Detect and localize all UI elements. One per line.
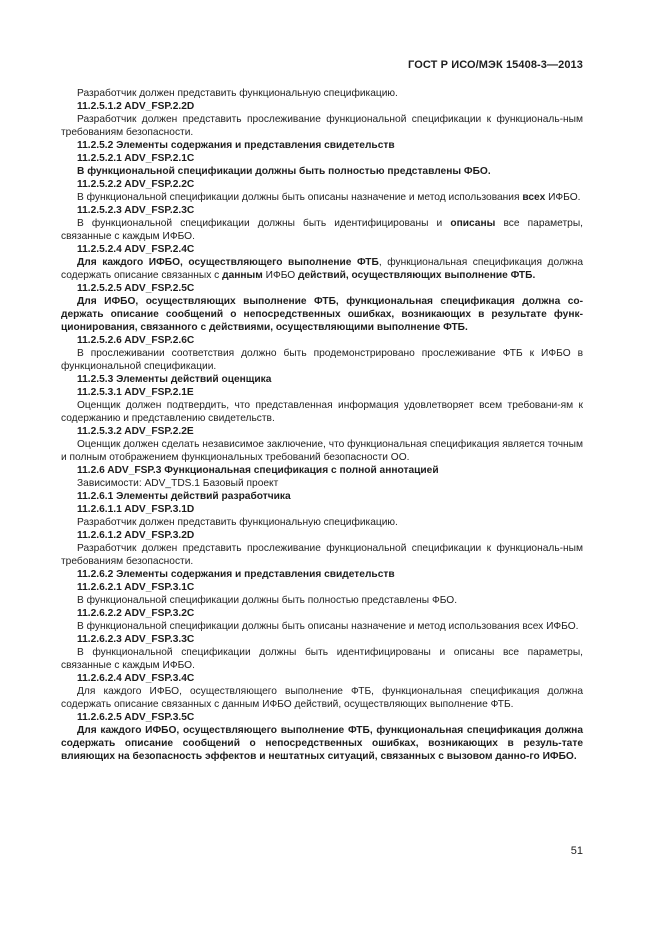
- text-run: Разработчик должен представить прослеживание функциональной спецификации к функциональ-ным требованиям безопасности.: [61, 543, 583, 567]
- section-heading: 11.2.5.2.5 ADV_FSP.2.5C: [77, 283, 195, 294]
- paragraph: [61, 646, 583, 672]
- section-heading: 11.2.6.2 Элементы содержания и представления свидетельств: [77, 569, 395, 580]
- text-run: В функциональной спецификации должны быть описаны назначение и метод использования: [77, 192, 523, 203]
- document-body: [61, 87, 583, 763]
- text-run: все параметры, связанные с каждым ИФБО.: [61, 218, 583, 242]
- section-heading: 11.2.5.3.1 ADV_FSP.2.1E: [77, 387, 194, 398]
- paragraph: [61, 516, 583, 529]
- bold-text-run: данным: [222, 270, 263, 281]
- paragraph: [61, 295, 583, 334]
- section-heading: 11.2.5.3.2 ADV_FSP.2.2E: [77, 426, 194, 437]
- text-run: В функциональной спецификации должны быть идентифицированы и: [77, 218, 451, 229]
- section-heading: 11.2.5.2 Элементы содержания и представления свидетельств: [77, 140, 395, 151]
- paragraph: [61, 113, 583, 139]
- paragraph: [61, 542, 583, 568]
- text-run: Разработчик должен представить функциональную спецификацию.: [77, 88, 398, 99]
- paragraph: [61, 165, 583, 178]
- section-heading: 11.2.5.2.3 ADV_FSP.2.3C: [77, 205, 195, 216]
- paragraph: [61, 347, 583, 373]
- text-run: ИФБО.: [545, 192, 581, 203]
- section-heading: 11.2.5.3 Элементы действий оценщика: [77, 374, 272, 385]
- section-heading: 11.2.6.2.4 ADV_FSP.3.4C: [77, 673, 195, 684]
- paragraph: [61, 477, 583, 490]
- text-run: Для каждого ИФБО, осуществляющего выполнение ФТБ, функциональная спецификация должна содержать описание связанных с данным ИФБО действий, осуществляющих выполнение ФТБ.: [61, 686, 583, 710]
- bold-text-run: действий, осуществляющих выполнение ФТБ.: [298, 270, 536, 281]
- text-run: В функциональной спецификации должны быть полностью представлены ФБО.: [77, 595, 458, 606]
- bold-text-run: Для каждого ИФБО, осуществляющего выполнение ФТБ: [77, 257, 379, 268]
- paragraph: [61, 438, 583, 464]
- section-heading: 11.2.5.2.2 ADV_FSP.2.2C: [77, 179, 195, 190]
- text-run: В функциональной спецификации должны быть идентифицированы и описаны все параметры, связанные с каждым ИФБО.: [61, 647, 583, 671]
- paragraph: [61, 217, 583, 243]
- text-run: В прослеживании соответствия должно быть продемонстрировано прослеживание ФТБ к ИФБО в функциональной спецификации.: [61, 348, 583, 372]
- text-run: Оценщик должен сделать независимое заключение, что функциональная спецификация является точным и полным отображением функциональных требований безопасности ОО.: [61, 439, 583, 463]
- paragraph: [61, 620, 583, 633]
- text-run: , функциональная спецификация должна содержать описание связанных с: [61, 257, 583, 281]
- text-run: Разработчик должен представить прослеживание функциональной спецификации к функциональ-ным требованиям безопасности.: [61, 114, 583, 138]
- section-heading: 11.2.6.1.1 ADV_FSP.3.1D: [77, 504, 195, 515]
- text-run: Зависимости: ADV_TDS.1 Базовый проект: [77, 478, 279, 489]
- paragraph: [61, 594, 583, 607]
- section-heading: 11.2.6.2.5 ADV_FSP.3.5C: [77, 712, 195, 723]
- paragraph: [61, 87, 583, 100]
- text-run: Разработчик должен представить функциональную спецификацию.: [77, 517, 398, 528]
- section-heading: 11.2.5.2.6 ADV_FSP.2.6C: [77, 335, 195, 346]
- bold-text-run: В функциональной спецификации должны быть полностью представлены ФБО.: [77, 166, 491, 177]
- section-heading: 11.2.5.1.2 ADV_FSP.2.2D: [77, 101, 195, 112]
- section-heading: 11.2.6.1 Элементы действий разработчика: [77, 491, 291, 502]
- paragraph: [61, 399, 583, 425]
- section-heading: 11.2.6 ADV_FSP.3 Функциональная спецификация с полной аннотацией: [77, 465, 439, 476]
- paragraph: [61, 191, 583, 204]
- section-heading: 11.2.6.1.2 ADV_FSP.3.2D: [77, 530, 195, 541]
- section-heading: 11.2.6.2.1 ADV_FSP.3.1C: [77, 582, 195, 593]
- paragraph: [61, 724, 583, 763]
- section-heading: 11.2.6.2.3 ADV_FSP.3.3C: [77, 634, 195, 645]
- text-run: Оценщик должен подтвердить, что представленная информация удовлетворяет всем требовани-ям к содержанию и представлению свидетельств.: [61, 400, 583, 424]
- text-run: ИФБО: [262, 270, 299, 281]
- bold-text-run: Для ИФБО, осуществляющих выполнение ФТБ, функциональная спецификация должна со-держать описание сообщений о непосредственных ошибках, возникающих в результате функ-ционирования, связанного с действиями, осуществляющими выполнение ФТБ.: [61, 296, 583, 333]
- text-run: В функциональной спецификации должны быть описаны назначение и метод использования всех ИФБО.: [77, 621, 579, 632]
- paragraph: [61, 256, 583, 282]
- document-header: ГОСТ Р ИСО/МЭК 15408-3—2013: [408, 59, 583, 71]
- bold-text-run: всех: [522, 192, 546, 203]
- paragraph: [61, 685, 583, 711]
- section-heading: 11.2.5.2.1 ADV_FSP.2.1C: [77, 153, 195, 164]
- page-number: 51: [570, 845, 583, 857]
- bold-text-run: описаны: [450, 218, 496, 229]
- bold-text-run: Для каждого ИФБО, осуществляющего выполнение ФТБ, функциональная спецификация должна содержать описание сообщений о непосредственных ошибках, возникающих в резуль-тате влияющих на безопасность эффектов и нештатных ситуаций, связанных с вызовом данно-го ИФБО.: [61, 725, 583, 762]
- section-heading: 11.2.6.2.2 ADV_FSP.3.2C: [77, 608, 195, 619]
- section-heading: 11.2.5.2.4 ADV_FSP.2.4C: [77, 244, 195, 255]
